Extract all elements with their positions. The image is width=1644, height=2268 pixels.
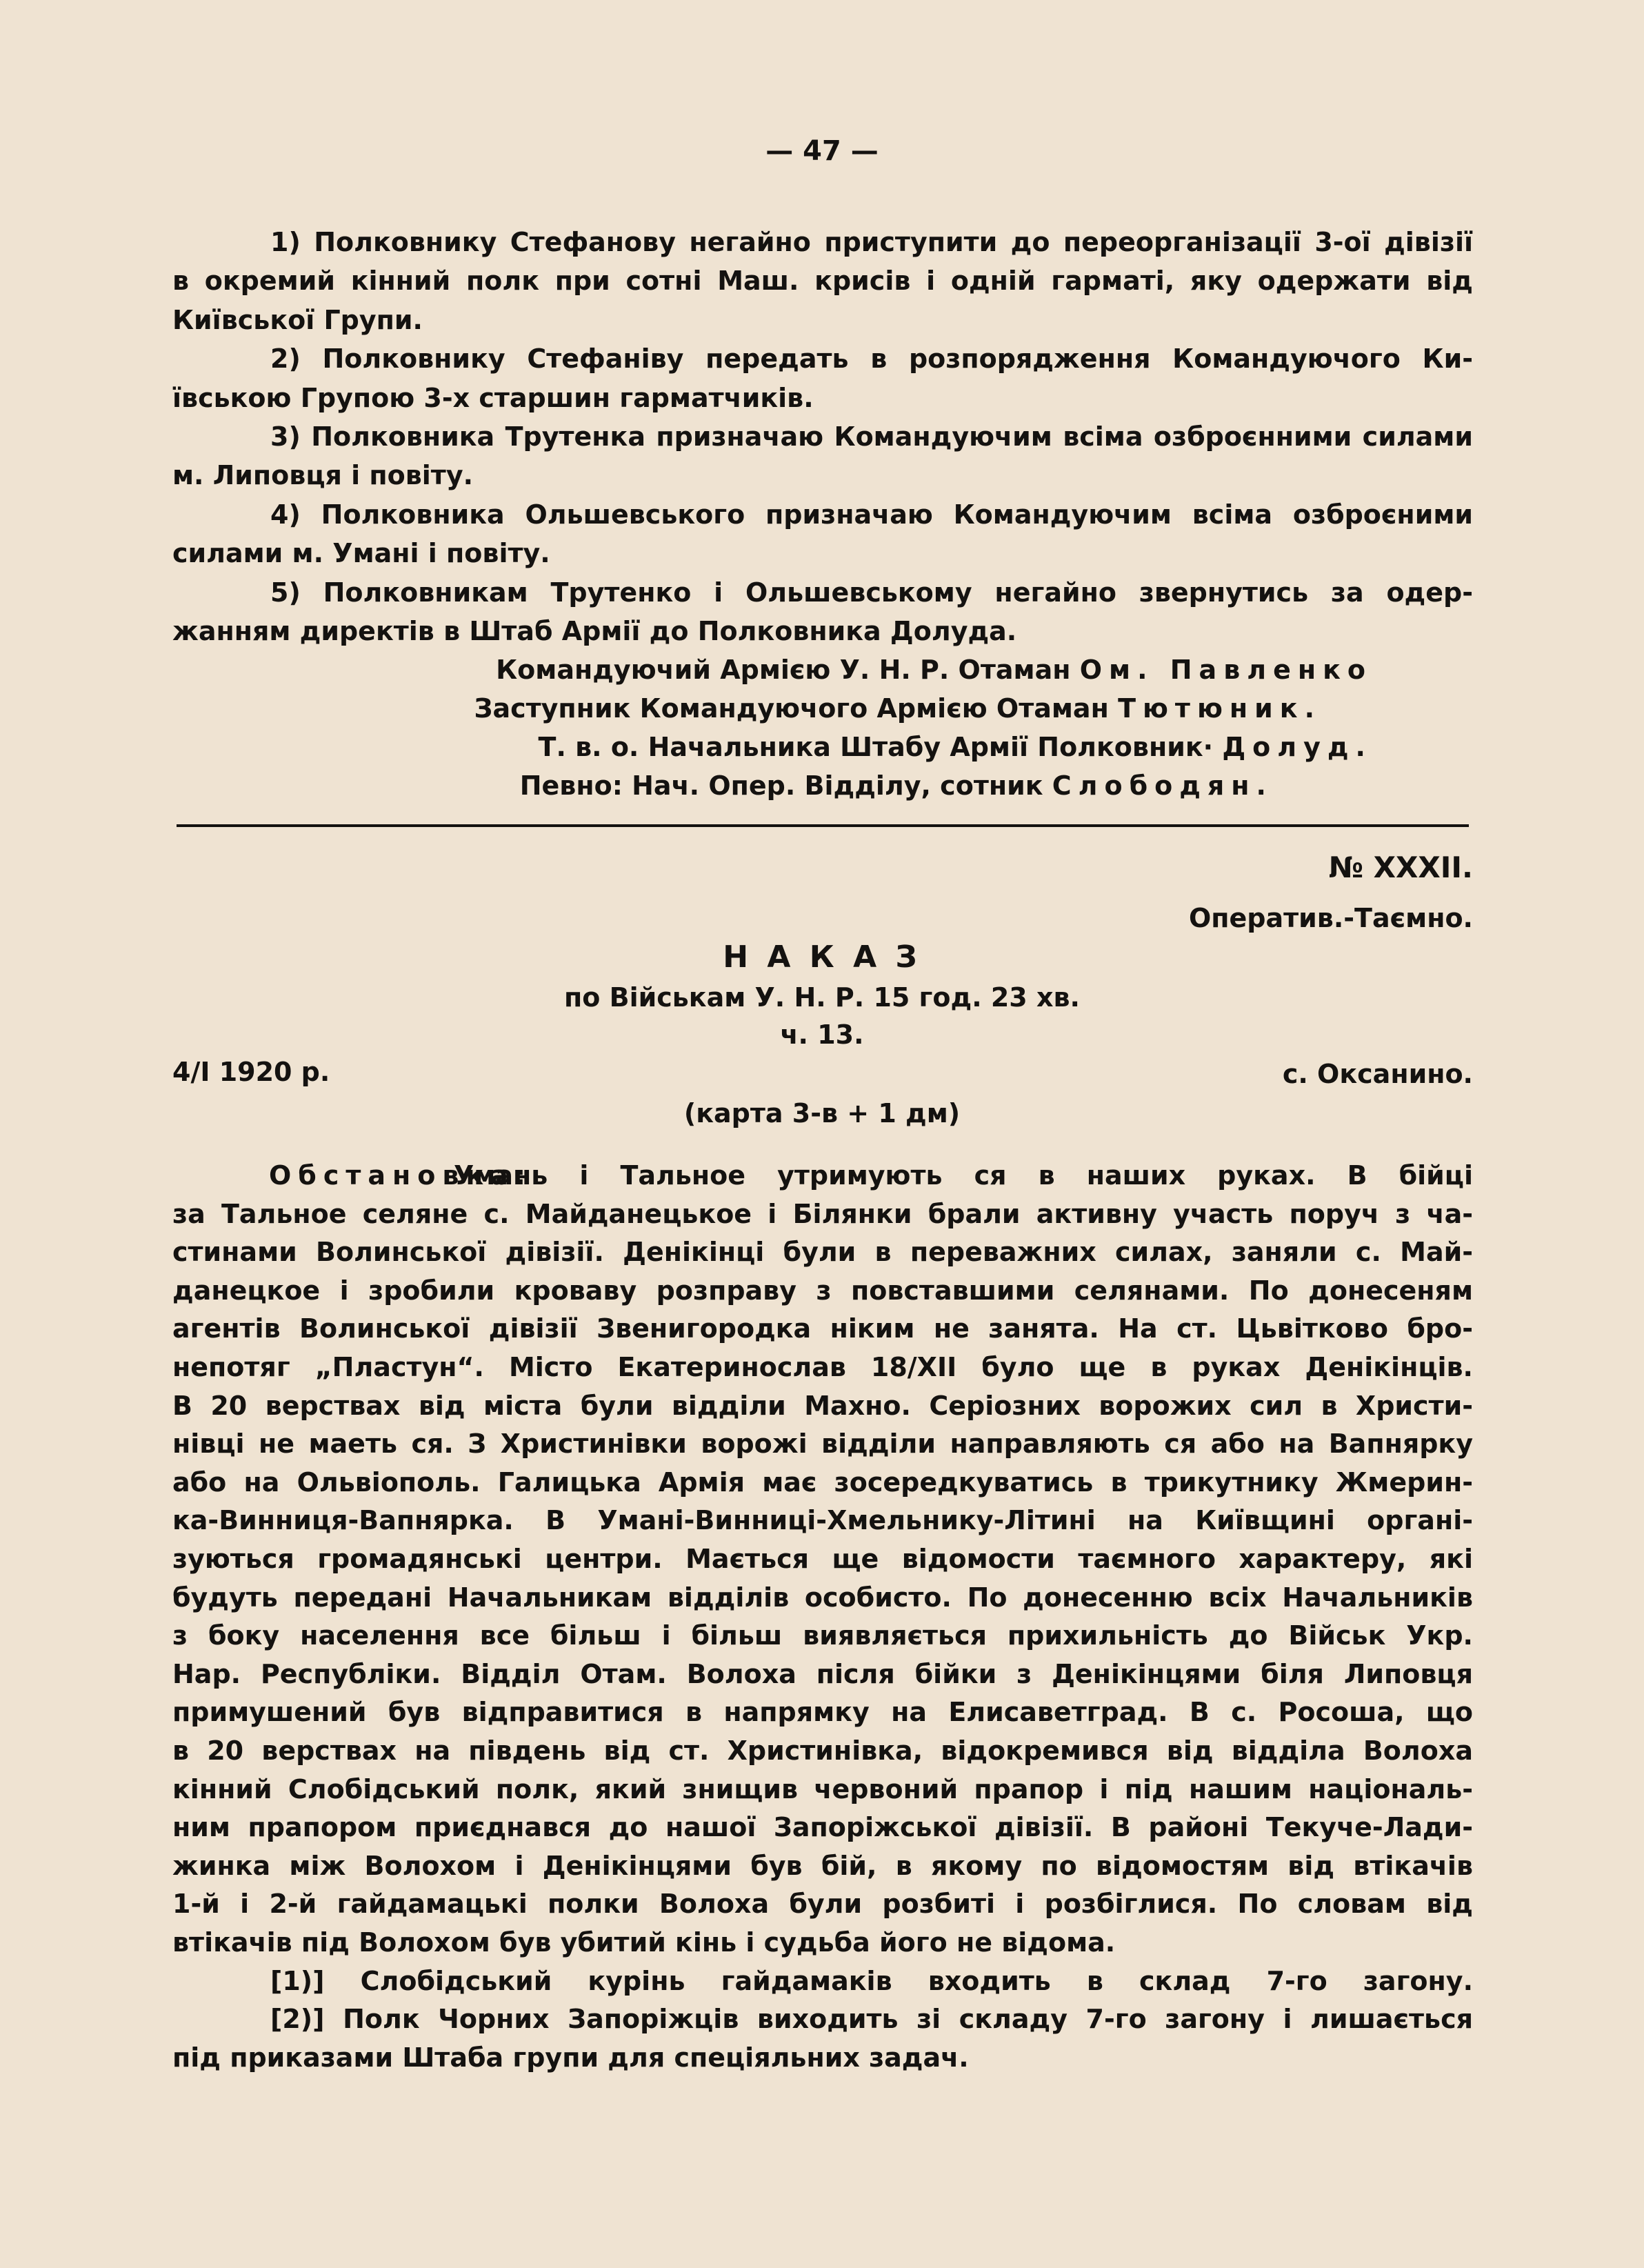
text-line: агентів Волинської дівізії Звенигородка ніким не занята. На ст. Цьвітково бро- — [172, 1313, 1473, 1344]
text-line: кінний Слобідський полк, який знищив червоний прапор і під нашим національ- — [172, 1773, 1473, 1804]
signature-line — [496, 655, 1372, 685]
text-line: силами м. Умані і повіту. — [172, 538, 550, 569]
text-line: Київської Групи. — [172, 304, 423, 335]
text-line: 5) Полковникам Трутенко і Ольшевському негайно звернутись за одер- — [270, 577, 1473, 608]
text-line: непотяг „Пластун“. Місто Екатеринослав 18/ХІІ було ще в руках Денікінців. — [172, 1352, 1473, 1382]
signature-title: Заступник Командуючого Армією Отаман — [474, 693, 1119, 724]
signature-name: Слободян. — [1052, 770, 1273, 801]
section-divider — [177, 824, 1469, 827]
signature-name: Долуд. — [1222, 732, 1372, 762]
text-line: за Тальное селяне с. Майданецькое і Білянки брали активну участь поруч з ча- — [172, 1198, 1473, 1229]
order-part: ч. 13. — [780, 1019, 864, 1050]
signature-title: Т. в. о. Начальника Штабу Армії Полковник· — [538, 732, 1223, 762]
text-line: втікачів під Волохом був убитий кінь і судьба його не відома. — [172, 1927, 1116, 1958]
text-line: [1)] Слобідський курінь гайдамаків входить в склад 7-го загону. — [270, 1965, 1473, 1996]
signature-line — [539, 732, 1372, 762]
text-line: примушений був відправитися в напрямку на Елисаветград. В с. Росоша, що — [172, 1697, 1473, 1728]
text-line: жинка між Волохом і Денікінцями був бій, в якому по відомостям від втікачів — [172, 1850, 1473, 1881]
text-line: жанням директів в Штаб Армії до Полковника Долуда. — [172, 616, 1017, 646]
order-place: с. Оксанино. — [1282, 1059, 1473, 1089]
text-line: м. Липовця і повіту. — [172, 460, 474, 491]
page-number: — 47 — — [765, 135, 879, 167]
order-title: Н А К А З — [723, 939, 921, 975]
signature-name: Ом. Павленко — [1079, 655, 1372, 685]
text-line: 1-й і 2-й гайдамацькі полки Волоха були розбиті і розбіглися. По словам від — [172, 1889, 1473, 1920]
text-line: данецкое і зробили кроваву розправу з повставшими селянами. По донесеням — [172, 1275, 1473, 1306]
text-line: ним прапором приєднався до нашої Запоріжської дівізії. В районі Текуче-Лади- — [172, 1812, 1473, 1843]
text-line: 1) Полковнику Стефанову негайно приступити до переорганізації 3-ої дівізії — [270, 227, 1473, 257]
text-line: під приказами Штаба групи для спеціяльних задач. — [172, 2042, 969, 2073]
text-line: будуть передані Начальникам відділів особисто. По донесенню всіх Начальників — [172, 1582, 1473, 1613]
text-line: з боку населення все більш і більш виявляється прихильність до Військ Укр. — [172, 1620, 1473, 1651]
text-line: [2)] Полк Чорних Запоріжців виходить зі складу 7-го загону і лишається — [270, 2004, 1473, 2035]
order-subtitle: по Військам У. Н. Р. 15 год. 23 хв. — [564, 982, 1080, 1013]
text-line: або на Ольвіополь. Галицька Армія має зосередкуватись в трикутнику Жмерин- — [172, 1466, 1473, 1498]
order-classification: Оператив.-Таємно. — [1188, 903, 1473, 933]
text-line: 4) Полковника Ольшевського призначаю Командуючим всіма озброєними — [270, 499, 1473, 530]
text-line: ївською Групою 3-х старшин гарматчиків. — [172, 382, 814, 413]
text-line: В 20 верствах від міста були відділи Махно. Серіозних ворожих сил в Христи- — [172, 1390, 1473, 1421]
text-line: зуються громадянські центри. Мається ще відомости таємного характеру, які — [172, 1544, 1473, 1574]
order-number: № XXXII. — [1328, 850, 1473, 884]
text-line: 3) Полковника Трутенка призначаю Командуючим всіма озброєнними силами — [270, 421, 1473, 452]
signature-name: Тютюник. — [1118, 693, 1321, 724]
signature-line — [474, 693, 1321, 724]
text-line: Умань і Тальное утримують ся в наших руках. В бійці — [454, 1160, 1473, 1191]
order-date: 4/І 1920 р. — [172, 1057, 330, 1087]
order-map-reference: (карта 3-в + 1 дм) — [683, 1098, 961, 1128]
signature-line — [520, 770, 1273, 801]
text-line: 2) Полковнику Стефаніву передать в розпорядження Командуючого Ки- — [270, 344, 1473, 375]
text-line: стинами Волинської дівізії. Денікінці були в переважних силах, заняли с. Май- — [172, 1237, 1473, 1268]
text-line: нівці не маеть ся. З Христинівки ворожі відділи направляють ся або на Вапнярку — [172, 1429, 1473, 1460]
signature-title: Командуючий Армією У. Н. Р. Отаман — [496, 655, 1080, 685]
signature-title: Певно: Нач. Опер. Відділу, сотник — [519, 770, 1052, 801]
situation-label: Обстановка: — [269, 1160, 533, 1191]
text-line: в окремий кінний полк при сотні Маш. крисів і одній гарматі, яку одержати від — [172, 266, 1473, 297]
text-line: в 20 верствах на південь від ст. Христинівка, відокремився від відділа Волоха — [172, 1735, 1473, 1766]
text-line: ка-Винниця-Вапнярка. В Умані-Винниці-Хмельнику-Літині на Київщині органі- — [172, 1505, 1473, 1536]
text-line: Нар. Республіки. Відділ Отам. Волоха після бійки з Денікінцями біля Липовця — [172, 1658, 1473, 1689]
